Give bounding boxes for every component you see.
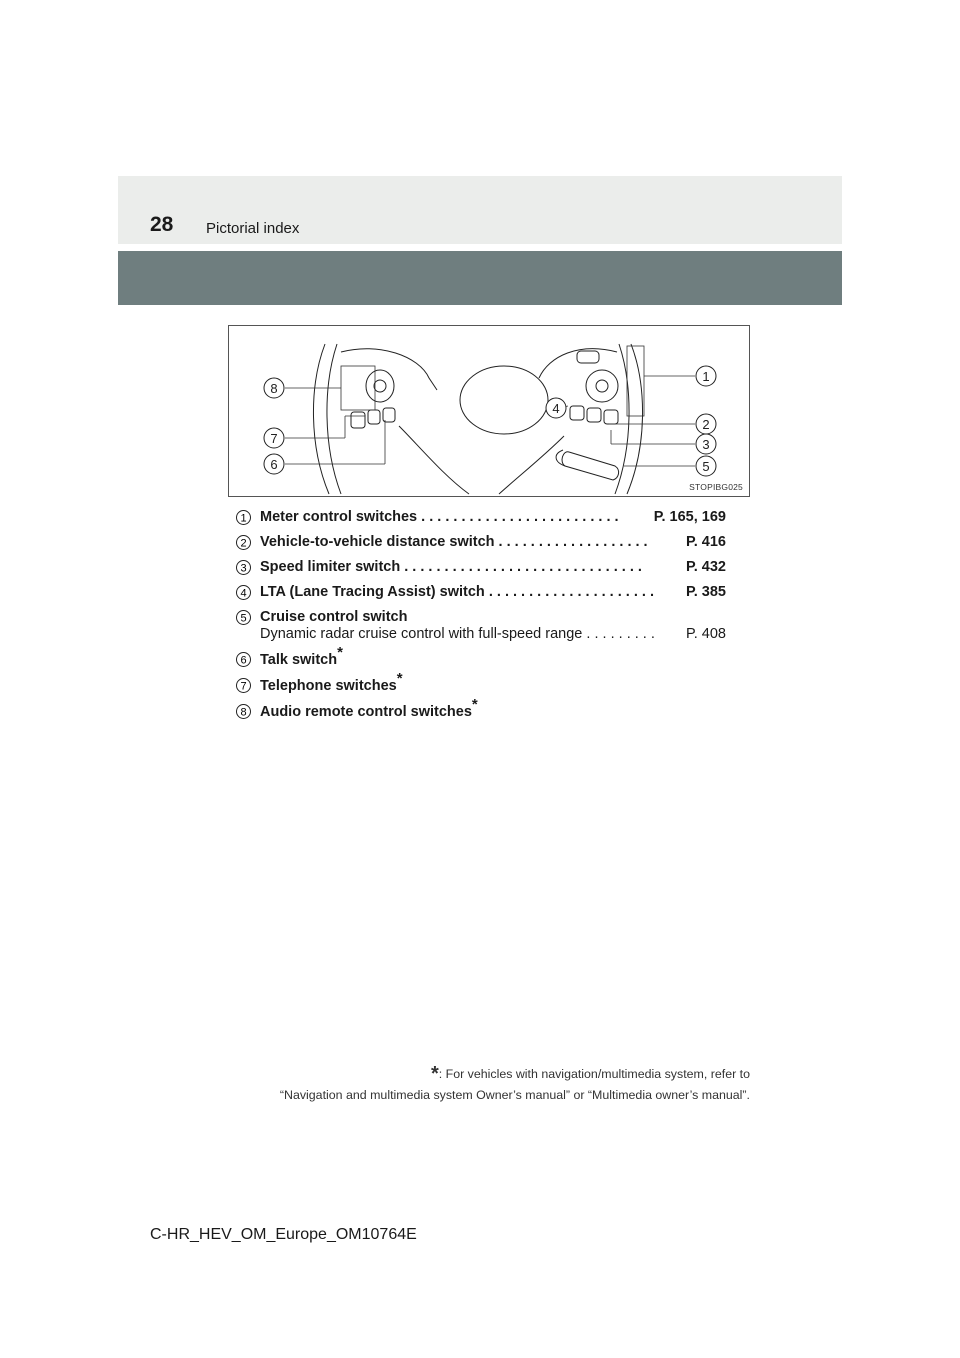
- item-label: Vehicle-to-vehicle distance switch: [260, 534, 495, 550]
- footnote-marker: *: [337, 644, 343, 661]
- item-number: 3: [240, 562, 247, 575]
- list-item: [236, 644, 726, 669]
- item-number: 6: [240, 654, 247, 667]
- distance-button: [587, 408, 601, 422]
- callout-6-label: 6: [270, 457, 278, 472]
- list-item: [236, 696, 726, 721]
- spoke-right-bottom: [499, 436, 564, 494]
- spoke-right-top: [539, 349, 617, 378]
- horn-pad: [460, 366, 548, 434]
- list-item: [236, 670, 726, 695]
- footnote-star: *: [430, 1063, 439, 1085]
- item-number: 7: [240, 680, 247, 693]
- callout-1-label: 1: [702, 369, 710, 384]
- item-number-badge: [236, 704, 251, 719]
- page-reference[interactable]: P. 416: [685, 534, 726, 550]
- item-label: Meter control switches: [260, 509, 418, 525]
- cruise-lever-base: [556, 450, 565, 466]
- callout-2-label: 2: [702, 417, 710, 432]
- figure-code: STOPIBG025: [689, 482, 743, 492]
- telephone-button-a: [368, 410, 380, 424]
- limiter-button: [604, 410, 618, 424]
- list-item: [236, 559, 726, 576]
- callout-4-label: 4: [552, 401, 560, 416]
- section-title: Pictorial index: [206, 220, 300, 237]
- footnote: [280, 1062, 750, 1106]
- item-number: 1: [240, 512, 247, 525]
- item-leader: . . . . . . . . . . . . . . . . . . .: [498, 534, 648, 550]
- telephone-button-b: [383, 408, 395, 422]
- list-item: [236, 509, 726, 526]
- callout-4: [546, 398, 566, 418]
- steering-wheel-illustration: [229, 326, 749, 496]
- callout-7-label: 7: [270, 431, 278, 446]
- item-leader: . . . . . . . . .: [586, 626, 655, 642]
- item-number-badge: [236, 560, 251, 575]
- item-number-badge: [236, 535, 251, 550]
- meter-top-button: [577, 351, 599, 363]
- page-reference[interactable]: P. 408: [685, 626, 726, 642]
- wheel-rim-left-inner: [327, 344, 341, 494]
- item-number: 2: [240, 537, 247, 550]
- callout-1: [696, 366, 716, 386]
- item-number: 5: [240, 612, 247, 625]
- list-item: [236, 534, 726, 551]
- lta-button: [570, 406, 584, 420]
- item-number-badge: [236, 678, 251, 693]
- item-label: Telephone switches: [260, 678, 397, 694]
- footnote-line-2: “Navigation and multimedia system Owner’s manual” or “Multimedia owner’s manual”.: [279, 1088, 750, 1102]
- callout-6: [264, 454, 284, 474]
- audio-pad-center: [374, 380, 386, 392]
- spoke-left-top: [341, 349, 437, 390]
- page-reference[interactable]: P. 432: [685, 559, 726, 575]
- footnote-line-1: : For vehicles with navigation/multimedia system, refer to: [438, 1067, 750, 1081]
- item-leader: . . . . . . . . . . . . . . . . . . . . . . . . .: [421, 509, 619, 525]
- item-label: LTA (Lane Tracing Assist) switch: [260, 584, 485, 600]
- item-number-badge: [236, 652, 251, 667]
- item-number: 8: [240, 706, 247, 719]
- talk-button: [351, 412, 365, 428]
- item-leader: . . . . . . . . . . . . . . . . . . . . . . . . . . . . . .: [404, 559, 642, 575]
- item-label: Audio remote control switches: [260, 704, 472, 720]
- callout-8: [264, 378, 284, 398]
- document-id: C-HR_HEV_OM_Europe_OM10764E: [150, 1226, 417, 1243]
- title-band: [118, 251, 842, 305]
- steering-wheel-figure: [228, 325, 750, 497]
- item-leader: . . . . . . . . . . . . . . . . . . . . .: [488, 584, 654, 600]
- item-number-badge: [236, 610, 251, 625]
- callout-5-label: 5: [702, 459, 710, 474]
- callout-8-label: 8: [270, 381, 278, 396]
- item-label: Speed limiter switch: [260, 559, 401, 575]
- item-list: [236, 509, 726, 729]
- callout-2: [696, 414, 716, 434]
- callout-5: [696, 456, 716, 476]
- list-item: [236, 584, 726, 601]
- callout-7: [264, 428, 284, 448]
- callout-3-label: 3: [702, 437, 710, 452]
- meter-pad: [586, 370, 618, 402]
- item-sub-label: Dynamic radar cruise control with full-speed range: [260, 626, 583, 642]
- page-reference[interactable]: P. 165, 169: [653, 509, 726, 525]
- spoke-left-bottom: [399, 426, 469, 494]
- audio-pad: [366, 370, 394, 402]
- item-number-badge: [236, 585, 251, 600]
- callout-3: [696, 434, 716, 454]
- page-number: 28: [150, 213, 174, 236]
- item-number: 4: [240, 587, 247, 600]
- footnote-marker: *: [396, 670, 403, 687]
- item-label: Talk switch: [260, 652, 338, 668]
- item-label: Cruise control switch: [260, 609, 408, 625]
- meter-pad-center: [596, 380, 608, 392]
- cruise-lever: [562, 452, 619, 480]
- page-reference[interactable]: P. 385: [685, 584, 726, 600]
- item-number-badge: [236, 510, 251, 525]
- footnote-marker: *: [471, 696, 478, 713]
- list-item: [236, 609, 726, 643]
